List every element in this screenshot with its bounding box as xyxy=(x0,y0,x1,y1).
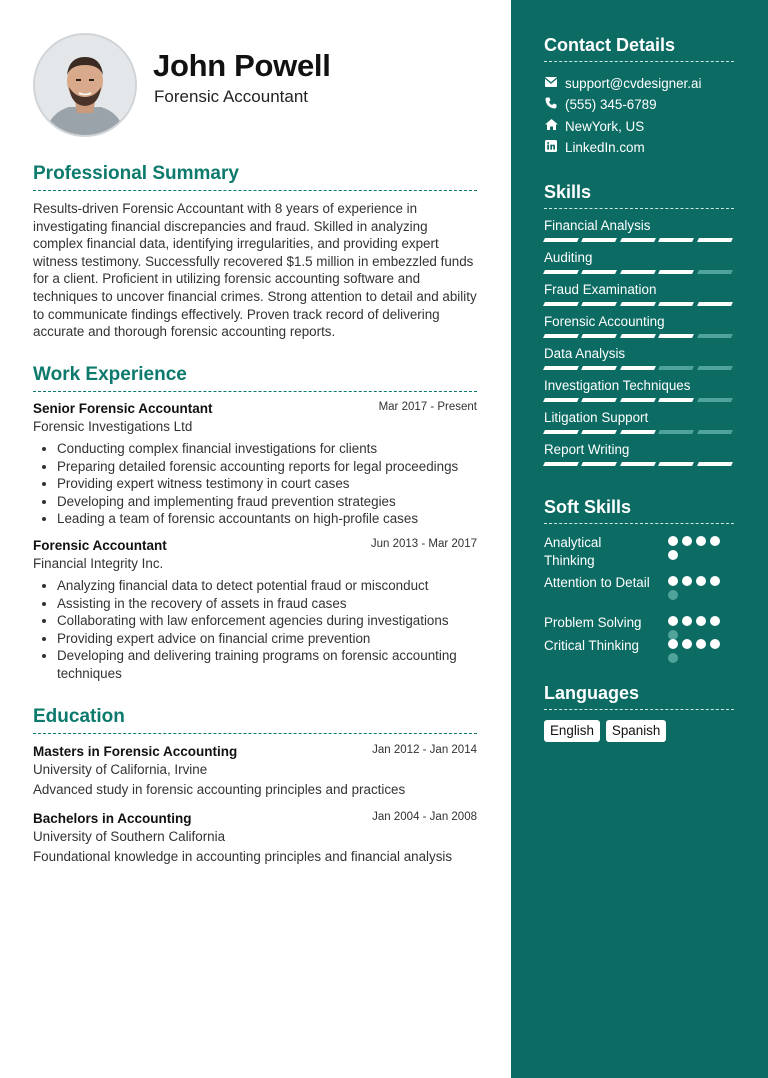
phone-text: (555) 345-6789 xyxy=(565,97,657,113)
degree-title: Bachelors in Accounting xyxy=(33,811,192,826)
skill-level-segment xyxy=(581,398,617,402)
email-text: support@cvdesigner.ai xyxy=(565,76,702,91)
rating-dot xyxy=(682,639,692,649)
school-name: University of Southern California xyxy=(33,829,226,844)
skill-level-bar xyxy=(544,238,734,242)
skill-level-segment xyxy=(658,462,694,466)
soft-skill-name: Critical Thinking xyxy=(544,638,640,653)
languages-list xyxy=(544,720,666,742)
soft-skill-item xyxy=(544,574,734,614)
skill-level-segment xyxy=(697,430,733,434)
skill-level-segment xyxy=(543,238,579,242)
skill-name: Litigation Support xyxy=(544,410,649,425)
soft-skill-name: Problem Solving xyxy=(544,615,642,630)
skill-level-segment xyxy=(620,238,656,242)
job-bullet: • Leading a team of forensic accountants on high-profile cases xyxy=(57,510,477,528)
job-bullets xyxy=(33,577,477,683)
contact-email[interactable] xyxy=(544,74,744,95)
skill-level-segment xyxy=(658,270,694,274)
skill-level-bar xyxy=(544,334,734,338)
job-bullet: • Developing and implementing fraud prevention strategies xyxy=(57,493,477,511)
avatar xyxy=(33,33,137,137)
job-entry xyxy=(33,401,477,528)
soft-skills-heading: Soft Skills xyxy=(544,497,734,524)
skill-level-segment xyxy=(697,270,733,274)
skill-name: Auditing xyxy=(544,250,593,265)
skill-item xyxy=(544,441,734,473)
rating-dot xyxy=(696,616,706,626)
skill-level-segment xyxy=(620,462,656,466)
languages-heading: Languages xyxy=(544,683,734,710)
rating-dot xyxy=(668,550,678,560)
skill-name: Fraud Examination xyxy=(544,282,657,297)
linkedin-icon xyxy=(544,139,558,153)
skill-level-segment xyxy=(543,334,579,338)
rating-dot xyxy=(668,653,678,663)
skill-level-segment xyxy=(543,462,579,466)
rating-dot xyxy=(710,639,720,649)
skill-name: Report Writing xyxy=(544,442,630,457)
phone-icon xyxy=(544,96,558,110)
job-bullet: • Developing and delivering training programs on forensic accounting techniques xyxy=(57,647,477,682)
education-date: Jan 2004 - Jan 2008 xyxy=(372,811,477,823)
education-entry xyxy=(33,811,477,864)
skill-item xyxy=(544,313,734,345)
skill-level-segment xyxy=(697,302,733,306)
rating-dot xyxy=(682,576,692,586)
skill-level-segment xyxy=(697,366,733,370)
skill-level-segment xyxy=(658,238,694,242)
soft-skill-name: Analytical Thinking xyxy=(544,535,602,568)
skill-level-segment xyxy=(543,430,579,434)
contact-phone[interactable] xyxy=(544,95,744,116)
job-bullet: • Collaborating with law enforcement agencies during investigations xyxy=(57,612,477,630)
summary-text: Results-driven Forensic Accountant with 8 years of experience in investigating financial discrepancies and fraud. Skilled in analyzing complex financial data, identifying irregularities, and providing expert witness testimony. Successfully recovered $1.5 million in embezzled funds for a client. Proficient in utilizing forensic accounting software and techniques to uncover financial crimes. Strong attention to detail and ability to communicate findings effectively. Proven track record of delivering accurate and thorough forensic accounting reports. xyxy=(33,201,477,340)
school-name: University of California, Irvine xyxy=(33,762,208,777)
rating-dot xyxy=(682,616,692,626)
skill-level-segment xyxy=(620,302,656,306)
skill-level-segment xyxy=(658,430,694,434)
skill-level-bar xyxy=(544,398,734,402)
profile-photo xyxy=(35,35,135,135)
skill-level-bar xyxy=(544,270,734,274)
skill-level-segment xyxy=(543,398,579,402)
skill-level-segment xyxy=(581,334,617,338)
skill-level-segment xyxy=(543,302,579,306)
sidebar xyxy=(511,0,768,1078)
rating-dot xyxy=(710,536,720,546)
contact-location xyxy=(544,117,744,138)
candidate-name: John Powell xyxy=(153,48,331,83)
skill-level-segment xyxy=(658,302,694,306)
skills-heading: Skills xyxy=(544,182,734,209)
skill-level-segment xyxy=(581,270,617,274)
skill-level-bar xyxy=(544,462,734,466)
skill-level-bar xyxy=(544,366,734,370)
job-bullet: • Analyzing financial data to detect potential fraud or misconduct xyxy=(57,577,477,595)
skill-level-segment xyxy=(658,398,694,402)
skill-item xyxy=(544,377,734,409)
rating-dot xyxy=(668,536,678,546)
home-icon xyxy=(544,118,558,132)
job-bullet: • Conducting complex financial investigations for clients xyxy=(57,440,477,458)
location-text: NewYork, US xyxy=(565,118,645,134)
job-bullet: • Providing expert advice on financial crime prevention xyxy=(57,630,477,648)
job-title: Senior Forensic Accountant xyxy=(33,401,213,416)
degree-title: Masters in Forensic Accounting xyxy=(33,744,238,759)
language-badge: English xyxy=(544,720,600,742)
skill-item xyxy=(544,281,734,313)
job-bullet: • Providing expert witness testimony in court cases xyxy=(57,475,477,493)
rating-dot xyxy=(682,536,692,546)
soft-skill-rating xyxy=(668,536,726,560)
job-date: Jun 2013 - Mar 2017 xyxy=(370,538,477,550)
skill-level-bar xyxy=(544,302,734,306)
job-entry xyxy=(33,538,477,683)
skill-level-segment xyxy=(581,238,617,242)
skill-level-segment xyxy=(581,302,617,306)
rating-dot xyxy=(668,590,678,600)
rating-dot xyxy=(668,616,678,626)
rating-dot xyxy=(696,576,706,586)
skill-level-segment xyxy=(581,366,617,370)
soft-skill-item xyxy=(544,614,734,637)
job-bullet: • Preparing detailed forensic accounting reports for legal proceedings xyxy=(57,458,477,476)
skill-level-segment xyxy=(697,398,733,402)
candidate-title: Forensic Accountant xyxy=(154,87,309,106)
skill-level-segment xyxy=(543,366,579,370)
skill-level-segment xyxy=(620,270,656,274)
skill-level-segment xyxy=(697,334,733,338)
skill-item xyxy=(544,345,734,377)
skill-name: Financial Analysis xyxy=(544,218,651,233)
skills-list xyxy=(544,217,734,473)
rating-dot xyxy=(696,536,706,546)
skill-level-segment xyxy=(581,462,617,466)
skill-level-segment xyxy=(581,430,617,434)
skill-level-segment xyxy=(620,366,656,370)
rating-dot xyxy=(710,616,720,626)
skill-name: Data Analysis xyxy=(544,346,626,361)
contact-linkedin[interactable] xyxy=(544,138,744,159)
skill-level-segment xyxy=(543,270,579,274)
rating-dot xyxy=(668,576,678,586)
soft-skill-name: Attention to Detail xyxy=(544,575,650,590)
job-company: Financial Integrity Inc. xyxy=(33,556,164,571)
soft-skill-item xyxy=(544,637,734,667)
skill-level-bar xyxy=(544,430,734,434)
soft-skill-rating xyxy=(668,576,726,600)
skill-level-segment xyxy=(620,334,656,338)
soft-skill-rating xyxy=(668,639,726,663)
job-company: Forensic Investigations Ltd xyxy=(33,419,193,434)
skill-level-segment xyxy=(620,430,656,434)
job-bullet: • Assisting in the recovery of assets in fraud cases xyxy=(57,595,477,613)
job-date: Mar 2017 - Present xyxy=(378,401,477,413)
education-date: Jan 2012 - Jan 2014 xyxy=(372,744,477,756)
contact-list xyxy=(544,74,744,159)
summary-heading: Professional Summary xyxy=(33,163,477,191)
skill-level-segment xyxy=(658,334,694,338)
skill-name: Investigation Techniques xyxy=(544,378,691,393)
linkedin-text: LinkedIn.com xyxy=(565,139,645,155)
skill-level-segment xyxy=(697,462,733,466)
education-description: Foundational knowledge in accounting principles and financial analysis xyxy=(33,849,453,864)
skill-item xyxy=(544,409,734,441)
skill-level-segment xyxy=(697,238,733,242)
skill-level-segment xyxy=(658,366,694,370)
skill-level-segment xyxy=(620,398,656,402)
contact-heading: Contact Details xyxy=(544,35,734,62)
job-title: Forensic Accountant xyxy=(33,538,167,553)
rating-dot xyxy=(696,639,706,649)
rating-dot xyxy=(710,576,720,586)
language-badge: Spanish xyxy=(606,720,666,742)
education-description: Advanced study in forensic accounting principles and practices xyxy=(33,782,406,797)
education-heading: Education xyxy=(33,706,477,734)
soft-skill-item xyxy=(544,534,734,574)
education-entry xyxy=(33,744,477,797)
work-heading: Work Experience xyxy=(33,364,477,392)
rating-dot xyxy=(668,639,678,649)
job-bullets xyxy=(33,440,477,528)
soft-skills-list xyxy=(544,534,734,667)
skill-item xyxy=(544,249,734,281)
skill-name: Forensic Accounting xyxy=(544,314,665,329)
skill-item xyxy=(544,217,734,249)
envelope-icon xyxy=(544,75,558,89)
